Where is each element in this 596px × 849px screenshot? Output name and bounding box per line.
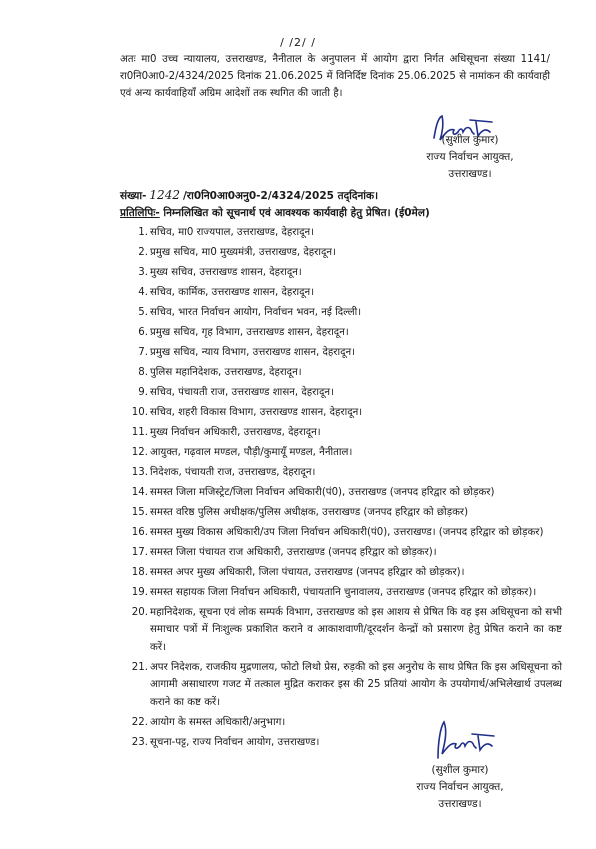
- list-item: [138, 384, 562, 401]
- list-item-number: 2.: [138, 247, 148, 258]
- list-item-text: आयुक्त, गढ़वाल मण्डल, पौड़ी/कुमायूँ मण्डल, नैनीताल।: [150, 447, 353, 458]
- list-item-text: सचिव, पंचायती राज, उत्तराखण्ड शासन, देहरादून।: [150, 387, 334, 398]
- list-item-text: सचिव, कार्मिक, उत्तराखण्ड शासन, देहरादून।: [150, 287, 315, 298]
- list-item-text: समस्त वरिष्ठ पुलिस अधीक्षक/पुलिस अधीक्षक, उत्तराखण्ड (जनपद हरिद्वार को छोड़कर): [150, 507, 469, 518]
- list-item-number: 16.: [131, 527, 148, 538]
- list-item-text: समस्त जिला मजिस्ट्रेट/जिला निर्वाचन अधिकारी(पं0), उत्तराखण्ड (जनपद हरिद्वार को छोड़कर): [150, 487, 495, 498]
- list-item: [131, 604, 562, 656]
- list-item-text: महानिदेशक, सूचना एवं लोक सम्पर्क विभाग, उत्तराखण्ड को इस आशय से प्रेषित कि वह इस अधिसूचना को सभी समाचार पत्रों में निःशुल्क प्रकाशित कराने व आकाशवाणी/दूरदर्शन केन्द्रों को प्रसारण हेतु प्रेषित कराने का कष्ट करें।: [150, 607, 562, 653]
- list-item-number: 19.: [131, 587, 148, 598]
- list-item-text: समस्त मुख्य विकास अधिकारी/उप जिला निर्वाचन अधिकारी(पं0), उत्तराखण्ड। (जनपद हरिद्वार को छोड़कर): [150, 527, 544, 538]
- list-item: [131, 584, 562, 601]
- list-item-text: प्रमुख सचिव, मा0 मुख्यमंत्री, उत्तराखण्ड, देहरादून।: [150, 247, 336, 258]
- list-item-number: 10.: [131, 407, 148, 418]
- list-item: [138, 364, 562, 381]
- list-item-text: समस्त अपर मुख्य अधिकारी, जिला पंचायत, उत्तराखण्ड (जनपद हरिद्वार को छोड़कर)।: [150, 567, 465, 578]
- list-item: [131, 424, 562, 441]
- list-item-text: समस्त जिला पंचायत राज अधिकारी, उत्तराखण्ड (जनपद हरिद्वार को छोड़कर)।: [150, 547, 437, 558]
- list-item-text: मुख्य निर्वाचन अधिकारी, उत्तराखण्ड, देहरादून।: [150, 427, 321, 438]
- signature-block-top: [400, 118, 540, 188]
- list-item-number: 9.: [138, 387, 148, 398]
- list-item: [138, 224, 562, 241]
- list-item: [131, 714, 562, 731]
- list-item-number: 4.: [138, 287, 148, 298]
- list-item-number: 15.: [131, 507, 148, 518]
- list-item: [131, 564, 562, 581]
- list-item-text: प्रमुख सचिव, गृह विभाग, उत्तराखण्ड शासन, देहरादून।: [150, 327, 349, 338]
- list-item-number: 1.: [138, 227, 148, 238]
- list-item-number: 20.: [131, 607, 148, 618]
- list-item-number: 22.: [131, 716, 148, 728]
- list-item-number: 23.: [131, 736, 148, 748]
- list-item-text: अपर निदेशक, राजकीय मुद्रणालय, फोटो लिथो प्रेस, रुड़की को इस अनुरोध के साथ प्रेषित कि इस अधिसूचना को आगामी असाधारण गजट में तत्काल मुद्रित कराकर इस की 25 प्रतियां आयोग के उपयोगार्थ/अभिलेखार्थ उपलब्ध कराने का कष्ट करें।: [150, 661, 562, 708]
- reference-prefix: संख्या-: [120, 190, 147, 202]
- list-item-number: 12.: [131, 447, 148, 458]
- list-item: [131, 659, 562, 711]
- signatory-designation: राज्य निर्वाचन आयुक्त,: [426, 151, 514, 163]
- signature-block-bottom: [390, 744, 530, 824]
- list-item-text: निदेशक, पंचायती राज, उत्तराखण्ड, देहरादून।: [150, 467, 316, 478]
- list-item: [138, 304, 562, 321]
- pratilipi-line: [120, 206, 560, 220]
- list-item-number: 6.: [138, 327, 148, 338]
- list-item: [131, 484, 562, 501]
- list-item-text: मुख्य सचिव, उत्तराखण्ड शासन, देहरादून।: [150, 267, 302, 278]
- list-item: [131, 524, 562, 541]
- list-item-text: आयोग के समस्त अधिकारी/अनुभाग।: [150, 716, 286, 728]
- pratilipi-label: प्रतिलिपिः-: [120, 207, 160, 219]
- list-item-text: सचिव, भारत निर्वाचन आयोग, निर्वाचन भवन, नई दिल्ली।: [150, 307, 362, 318]
- list-item: [131, 464, 562, 481]
- reference-suffix: /रा0नि0आ0अनु0-2/4324/2025 तद्‌दिनांक।: [182, 190, 379, 202]
- reference-handwritten-number: 1242: [149, 188, 180, 202]
- list-item-text: पुलिस महानिदेशक, उत्तराखण्ड, देहरादून।: [150, 367, 302, 378]
- list-item-number: 21.: [131, 661, 148, 673]
- signatory-designation: राज्य निर्वाचन आयुक्त,: [416, 781, 504, 793]
- list-item-number: 3.: [138, 267, 148, 278]
- recipient-list: [131, 224, 562, 754]
- signature-scribble: [430, 718, 500, 762]
- signatory-name: (सुशील कुमार): [441, 134, 499, 146]
- list-item-text: सचिव, मा0 राज्यपाल, उत्तराखण्ड, देहरादून।: [150, 227, 315, 238]
- list-item: [138, 344, 562, 361]
- signatory-state: उत्तराखण्ड।: [438, 798, 482, 810]
- pratilipi-text: निम्नलिखित को सूचनार्थ एवं आवश्यक कार्यवाही हेतु प्रेषित। (ई0मेल): [159, 207, 430, 219]
- list-item: [138, 324, 562, 341]
- list-item-number: 11.: [131, 427, 148, 438]
- list-item-number: 13.: [131, 467, 148, 478]
- list-item-number: 18.: [131, 567, 148, 578]
- signatory-name: (सुशील कुमार): [431, 764, 489, 776]
- list-item-number: 14.: [131, 487, 148, 498]
- list-item: [131, 504, 562, 521]
- list-item-text: सूचना-पट्ट, राज्य निर्वाचन आयोग, उत्तराखण्ड।: [150, 736, 320, 748]
- list-item: [138, 284, 562, 301]
- list-item: [131, 404, 562, 421]
- list-item-number: 5.: [138, 307, 148, 318]
- reference-line: [120, 188, 560, 203]
- notice-paragraph: अतः मा0 उच्च न्यायालय, उत्तराखण्ड, नैनीताल के अनुपालन में आयोग द्वारा निर्गत अधिसूचना संख्या 1141/रा0नि0आ0-2/4324/2025 दिनांक 21.06.2025 में विनिर्दिष्ट दिनांक 25.06.2025 से नामांकन की कार्यवाही एवं अन्य कार्यवाहियाँ अग्रिम आदेशों तक स्थगित की जाती है।: [120, 54, 550, 99]
- list-item: [138, 264, 562, 281]
- list-item-number: 8.: [138, 367, 148, 378]
- page-number: / /2/ /: [280, 36, 316, 49]
- list-item-number: 17.: [131, 547, 148, 558]
- list-item-text: समस्त सहायक जिला निर्वाचन अधिकारी, पंचायतानि चुनावालय, उत्तराखण्ड (जनपद हरिद्वार को छोड़कर)।: [150, 587, 537, 598]
- list-item: [138, 244, 562, 261]
- list-item-text: प्रमुख सचिव, न्याय विभाग, उत्तराखण्ड शासन, देहरादून।: [150, 347, 356, 358]
- list-item: [131, 444, 562, 461]
- list-item-number: 7.: [138, 347, 148, 358]
- list-item-text: सचिव, शहरी विकास विभाग, उत्तराखण्ड शासन, देहरादून।: [150, 407, 363, 418]
- list-item: [131, 544, 562, 561]
- signatory-state: उत्तराखण्ड।: [448, 168, 492, 180]
